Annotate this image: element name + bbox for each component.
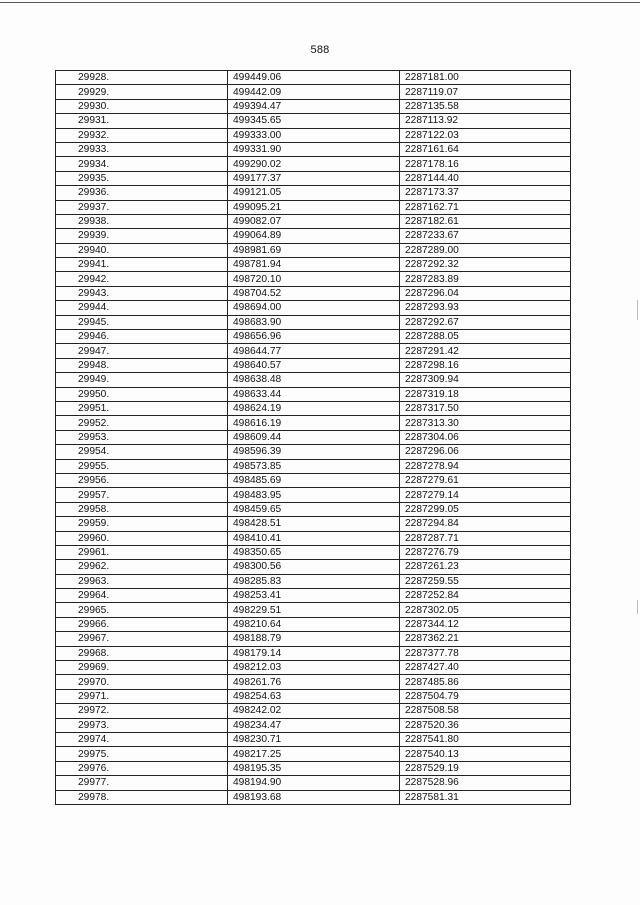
table-row	[56, 373, 571, 387]
x-coordinate-cell: 498485.69	[228, 473, 400, 487]
x-coordinate-cell: 498179.14	[228, 646, 400, 660]
point-number-cell: 29947.	[56, 344, 228, 358]
x-coordinate-cell: 498254.63	[228, 689, 400, 703]
y-coordinate-cell: 2287259.55	[400, 574, 571, 588]
x-coordinate-cell: 498188.79	[228, 632, 400, 646]
y-coordinate-cell: 2287181.00	[400, 71, 571, 85]
point-number-cell: 29974.	[56, 732, 228, 746]
x-coordinate-cell: 498459.65	[228, 502, 400, 516]
y-coordinate-cell: 2287296.06	[400, 445, 571, 459]
point-number-cell: 29968.	[56, 646, 228, 660]
y-coordinate-cell: 2287287.71	[400, 531, 571, 545]
point-number-cell: 29938.	[56, 214, 228, 228]
y-coordinate-cell: 2287362.21	[400, 632, 571, 646]
x-coordinate-cell: 498616.19	[228, 416, 400, 430]
x-coordinate-cell: 498633.44	[228, 387, 400, 401]
y-coordinate-cell: 2287485.86	[400, 675, 571, 689]
y-coordinate-cell: 2287529.19	[400, 761, 571, 775]
table-row	[56, 114, 571, 128]
table-row	[56, 473, 571, 487]
x-coordinate-cell: 498720.10	[228, 272, 400, 286]
x-coordinate-cell: 499345.65	[228, 114, 400, 128]
y-coordinate-cell: 2287182.61	[400, 214, 571, 228]
table-row	[56, 603, 571, 617]
y-coordinate-cell: 2287119.07	[400, 85, 571, 99]
point-number-cell: 29976.	[56, 761, 228, 775]
y-coordinate-cell: 2287113.92	[400, 114, 571, 128]
y-coordinate-cell: 2287283.89	[400, 272, 571, 286]
table-row	[56, 545, 571, 559]
table-row	[56, 214, 571, 228]
point-number-cell: 29930.	[56, 99, 228, 113]
point-number-cell: 29961.	[56, 545, 228, 559]
x-coordinate-cell: 498656.96	[228, 330, 400, 344]
y-coordinate-cell: 2287581.31	[400, 790, 571, 804]
point-number-cell: 29934.	[56, 157, 228, 171]
point-number-cell: 29933.	[56, 142, 228, 156]
y-coordinate-cell: 2287162.71	[400, 200, 571, 214]
y-coordinate-cell: 2287344.12	[400, 617, 571, 631]
point-number-cell: 29946.	[56, 330, 228, 344]
table-row	[56, 704, 571, 718]
y-coordinate-cell: 2287279.14	[400, 488, 571, 502]
y-coordinate-cell: 2287252.84	[400, 589, 571, 603]
y-coordinate-cell: 2287540.13	[400, 747, 571, 761]
x-coordinate-cell: 498981.69	[228, 243, 400, 257]
y-coordinate-cell: 2287278.94	[400, 459, 571, 473]
y-coordinate-cell: 2287541.80	[400, 732, 571, 746]
point-number-cell: 29954.	[56, 445, 228, 459]
point-number-cell: 29935.	[56, 171, 228, 185]
y-coordinate-cell: 2287504.79	[400, 689, 571, 703]
point-number-cell: 29953.	[56, 430, 228, 444]
y-coordinate-cell: 2287122.03	[400, 128, 571, 142]
x-coordinate-cell: 498212.03	[228, 661, 400, 675]
point-number-cell: 29965.	[56, 603, 228, 617]
point-number-cell: 29971.	[56, 689, 228, 703]
y-coordinate-cell: 2287299.05	[400, 502, 571, 516]
y-coordinate-cell: 2287291.42	[400, 344, 571, 358]
table-row	[56, 243, 571, 257]
y-coordinate-cell: 2287309.94	[400, 373, 571, 387]
x-coordinate-cell: 498624.19	[228, 401, 400, 415]
table-row	[56, 732, 571, 746]
x-coordinate-cell: 499177.37	[228, 171, 400, 185]
point-number-cell: 29970.	[56, 675, 228, 689]
y-coordinate-cell: 2287135.58	[400, 99, 571, 113]
y-coordinate-cell: 2287261.23	[400, 560, 571, 574]
point-number-cell: 29950.	[56, 387, 228, 401]
y-coordinate-cell: 2287292.67	[400, 315, 571, 329]
x-coordinate-cell: 498704.52	[228, 286, 400, 300]
table-row	[56, 430, 571, 444]
table-row	[56, 99, 571, 113]
x-coordinate-cell: 498194.90	[228, 776, 400, 790]
table-row	[56, 617, 571, 631]
x-coordinate-cell: 499394.47	[228, 99, 400, 113]
point-number-cell: 29940.	[56, 243, 228, 257]
table-row	[56, 790, 571, 804]
y-coordinate-cell: 2287178.16	[400, 157, 571, 171]
y-coordinate-cell: 2287304.06	[400, 430, 571, 444]
x-coordinate-cell: 498193.68	[228, 790, 400, 804]
point-number-cell: 29952.	[56, 416, 228, 430]
table-row	[56, 258, 571, 272]
table-row	[56, 589, 571, 603]
point-number-cell: 29932.	[56, 128, 228, 142]
point-number-cell: 29967.	[56, 632, 228, 646]
x-coordinate-cell: 499121.05	[228, 186, 400, 200]
table-row	[56, 157, 571, 171]
table-row	[56, 675, 571, 689]
table-row	[56, 401, 571, 415]
point-number-cell: 29958.	[56, 502, 228, 516]
table-row	[56, 445, 571, 459]
point-number-cell: 29955.	[56, 459, 228, 473]
x-coordinate-cell: 498638.48	[228, 373, 400, 387]
point-number-cell: 29978.	[56, 790, 228, 804]
point-number-cell: 29945.	[56, 315, 228, 329]
scan-artifact	[637, 600, 638, 614]
y-coordinate-cell: 2287319.18	[400, 387, 571, 401]
x-coordinate-cell: 498694.00	[228, 301, 400, 315]
point-number-cell: 29949.	[56, 373, 228, 387]
x-coordinate-cell: 499442.09	[228, 85, 400, 99]
x-coordinate-cell: 498210.64	[228, 617, 400, 631]
point-number-cell: 29963.	[56, 574, 228, 588]
y-coordinate-cell: 2287279.61	[400, 473, 571, 487]
point-number-cell: 29975.	[56, 747, 228, 761]
point-number-cell: 29962.	[56, 560, 228, 574]
y-coordinate-cell: 2287161.64	[400, 142, 571, 156]
y-coordinate-cell: 2287528.96	[400, 776, 571, 790]
x-coordinate-cell: 498683.90	[228, 315, 400, 329]
table-row	[56, 301, 571, 315]
table-row	[56, 632, 571, 646]
table-row	[56, 776, 571, 790]
y-coordinate-cell: 2287313.30	[400, 416, 571, 430]
coordinates-table-body	[56, 71, 571, 805]
point-number-cell: 29939.	[56, 229, 228, 243]
x-coordinate-cell: 498230.71	[228, 732, 400, 746]
point-number-cell: 29936.	[56, 186, 228, 200]
table-row	[56, 416, 571, 430]
x-coordinate-cell: 499290.02	[228, 157, 400, 171]
y-coordinate-cell: 2287294.84	[400, 517, 571, 531]
page-number: 588	[310, 44, 330, 56]
table-row	[56, 286, 571, 300]
table-row	[56, 459, 571, 473]
point-number-cell: 29964.	[56, 589, 228, 603]
point-number-cell: 29943.	[56, 286, 228, 300]
point-number-cell: 29942.	[56, 272, 228, 286]
y-coordinate-cell: 2287317.50	[400, 401, 571, 415]
table-row	[56, 200, 571, 214]
x-coordinate-cell: 498573.85	[228, 459, 400, 473]
y-coordinate-cell: 2287298.16	[400, 358, 571, 372]
x-coordinate-cell: 498410.41	[228, 531, 400, 545]
table-row	[56, 330, 571, 344]
x-coordinate-cell: 498217.25	[228, 747, 400, 761]
y-coordinate-cell: 2287233.67	[400, 229, 571, 243]
point-number-cell: 29941.	[56, 258, 228, 272]
x-coordinate-cell: 499095.21	[228, 200, 400, 214]
table-row	[56, 128, 571, 142]
y-coordinate-cell: 2287377.78	[400, 646, 571, 660]
x-coordinate-cell: 498234.47	[228, 718, 400, 732]
x-coordinate-cell: 499331.90	[228, 142, 400, 156]
point-number-cell: 29944.	[56, 301, 228, 315]
table-row	[56, 661, 571, 675]
x-coordinate-cell: 498644.77	[228, 344, 400, 358]
table-row	[56, 718, 571, 732]
table-row	[56, 186, 571, 200]
x-coordinate-cell: 498242.02	[228, 704, 400, 718]
point-number-cell: 29973.	[56, 718, 228, 732]
y-coordinate-cell: 2287427.40	[400, 661, 571, 675]
table-row	[56, 574, 571, 588]
table-row	[56, 344, 571, 358]
y-coordinate-cell: 2287144.40	[400, 171, 571, 185]
point-number-cell: 29931.	[56, 114, 228, 128]
point-number-cell: 29928.	[56, 71, 228, 85]
table-row	[56, 171, 571, 185]
scan-artifact	[637, 300, 638, 320]
x-coordinate-cell: 498229.51	[228, 603, 400, 617]
coordinates-table	[55, 70, 571, 805]
x-coordinate-cell: 498596.39	[228, 445, 400, 459]
x-coordinate-cell: 498285.83	[228, 574, 400, 588]
y-coordinate-cell: 2287173.37	[400, 186, 571, 200]
table-row	[56, 229, 571, 243]
point-number-cell: 29957.	[56, 488, 228, 502]
y-coordinate-cell: 2287288.05	[400, 330, 571, 344]
table-row	[56, 387, 571, 401]
x-coordinate-cell: 499333.00	[228, 128, 400, 142]
y-coordinate-cell: 2287292.32	[400, 258, 571, 272]
table-row	[56, 71, 571, 85]
y-coordinate-cell: 2287302.05	[400, 603, 571, 617]
x-coordinate-cell: 498640.57	[228, 358, 400, 372]
point-number-cell: 29959.	[56, 517, 228, 531]
table-row	[56, 517, 571, 531]
table-row	[56, 272, 571, 286]
point-number-cell: 29969.	[56, 661, 228, 675]
point-number-cell: 29972.	[56, 704, 228, 718]
x-coordinate-cell: 499449.06	[228, 71, 400, 85]
table-row	[56, 560, 571, 574]
y-coordinate-cell: 2287293.93	[400, 301, 571, 315]
table-row	[56, 747, 571, 761]
point-number-cell: 29948.	[56, 358, 228, 372]
point-number-cell: 29966.	[56, 617, 228, 631]
x-coordinate-cell: 498300.56	[228, 560, 400, 574]
top-divider	[0, 2, 640, 3]
table-row	[56, 85, 571, 99]
x-coordinate-cell: 498195.35	[228, 761, 400, 775]
table-row	[56, 502, 571, 516]
x-coordinate-cell: 498253.41	[228, 589, 400, 603]
point-number-cell: 29937.	[56, 200, 228, 214]
table-row	[56, 315, 571, 329]
x-coordinate-cell: 499064.89	[228, 229, 400, 243]
x-coordinate-cell: 498781.94	[228, 258, 400, 272]
table-row	[56, 689, 571, 703]
y-coordinate-cell: 2287520.36	[400, 718, 571, 732]
x-coordinate-cell: 498350.65	[228, 545, 400, 559]
x-coordinate-cell: 498428.51	[228, 517, 400, 531]
x-coordinate-cell: 498483.95	[228, 488, 400, 502]
y-coordinate-cell: 2287289.00	[400, 243, 571, 257]
table-row	[56, 761, 571, 775]
point-number-cell: 29951.	[56, 401, 228, 415]
x-coordinate-cell: 499082.07	[228, 214, 400, 228]
point-number-cell: 29977.	[56, 776, 228, 790]
point-number-cell: 29929.	[56, 85, 228, 99]
table-row	[56, 488, 571, 502]
table-row	[56, 142, 571, 156]
table-row	[56, 646, 571, 660]
point-number-cell: 29960.	[56, 531, 228, 545]
x-coordinate-cell: 498609.44	[228, 430, 400, 444]
y-coordinate-cell: 2287508.58	[400, 704, 571, 718]
table-row	[56, 531, 571, 545]
y-coordinate-cell: 2287276.79	[400, 545, 571, 559]
table-row	[56, 358, 571, 372]
x-coordinate-cell: 498261.76	[228, 675, 400, 689]
point-number-cell: 29956.	[56, 473, 228, 487]
y-coordinate-cell: 2287296.04	[400, 286, 571, 300]
